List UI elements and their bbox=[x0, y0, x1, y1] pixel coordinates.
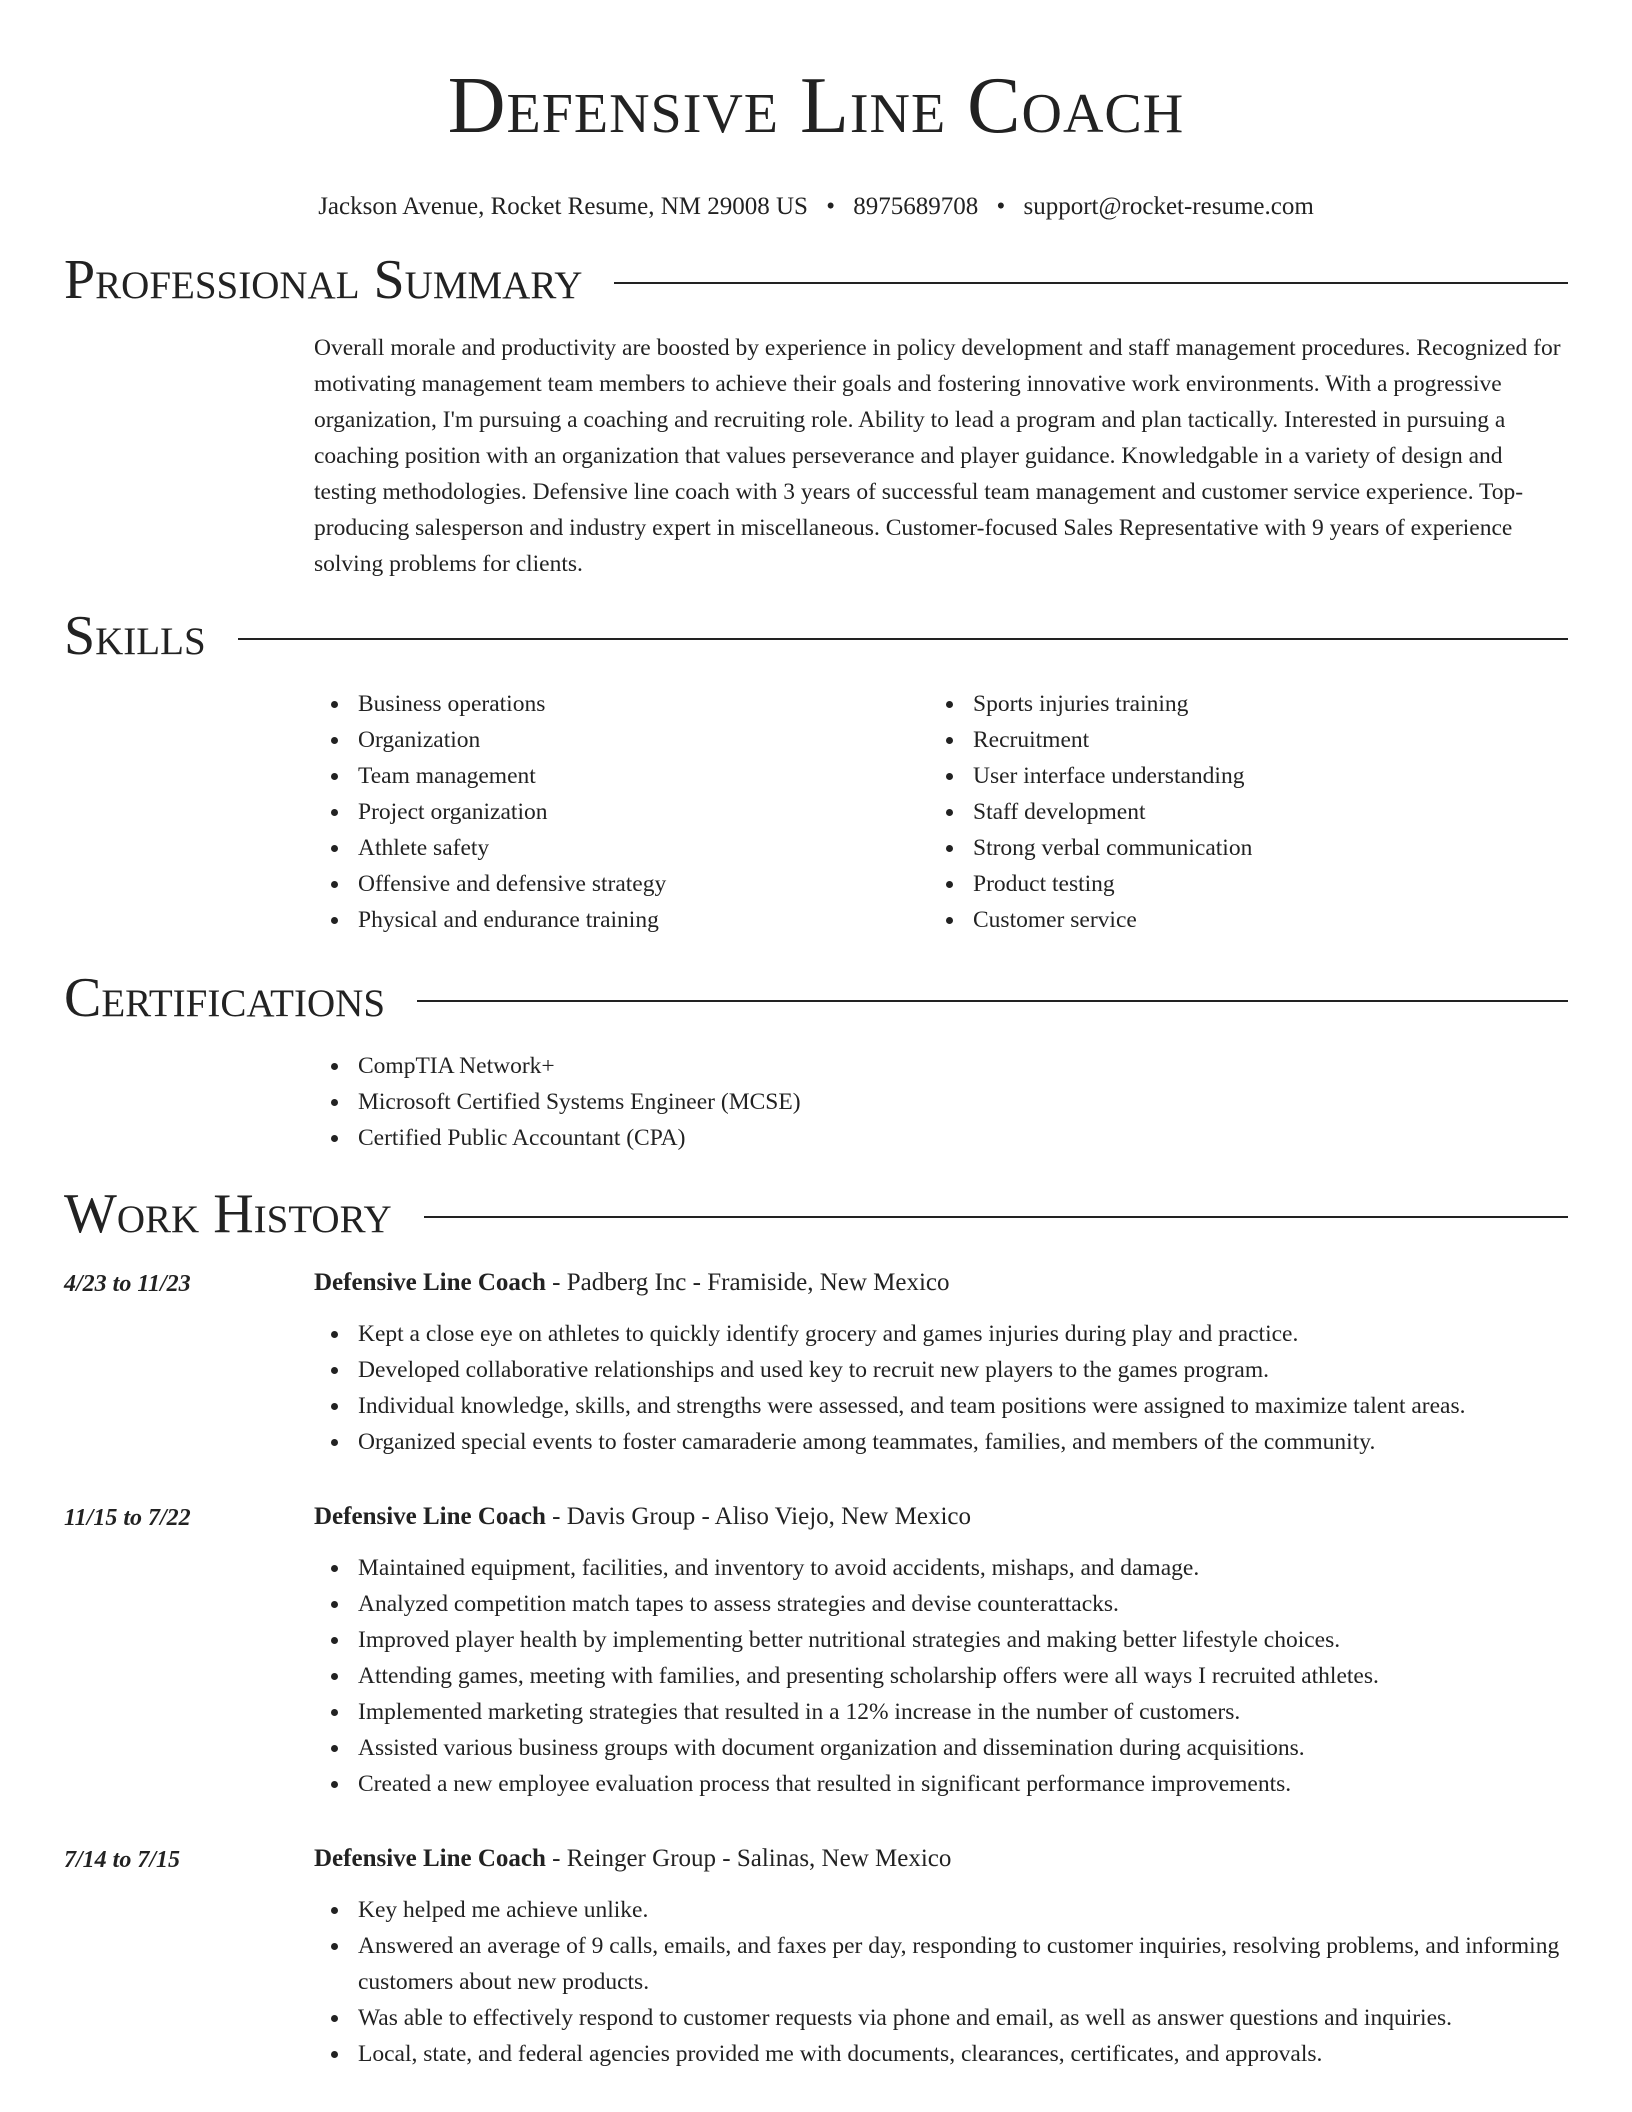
job-bullet: Created a new employee evaluation process that resulted in significant performance improvements. bbox=[314, 1766, 1568, 1802]
skills-list-right bbox=[929, 686, 1544, 938]
job-title: Defensive Line Coach bbox=[314, 1845, 546, 1872]
contact-email: support@rocket-resume.com bbox=[1023, 193, 1314, 220]
job-main bbox=[314, 1264, 1568, 1460]
certification-item: Microsoft Certified Systems Engineer (MCSE) bbox=[314, 1084, 1568, 1120]
skill-item: Strong verbal communication bbox=[929, 830, 1544, 866]
job-heading bbox=[314, 1498, 1568, 1536]
summary-body bbox=[314, 330, 1568, 582]
job-date: 7/14 to 7/15 bbox=[64, 1847, 181, 1873]
job-bullet: Developed collaborative relationships and used key to recruit new players to the games program. bbox=[314, 1352, 1568, 1388]
skills-section bbox=[64, 604, 1568, 938]
skill-item: Staff development bbox=[929, 794, 1544, 830]
job-title: Defensive Line Coach bbox=[314, 1503, 546, 1530]
skill-item: Product testing bbox=[929, 866, 1544, 902]
skill-item: Athlete safety bbox=[314, 830, 929, 866]
job-heading bbox=[314, 1840, 1568, 1878]
contact-address: Jackson Avenue, Rocket Resume, NM 29008 US bbox=[318, 193, 808, 220]
summary-text: Overall morale and productivity are boosted by experience in policy development and staff management procedures. Recognized for motivating management team members to achieve their goals and fostering innovative work environments. With a progressive organization, I'm pursuing a coaching and recruiting role. Ability to lead a program and plan tactically. Interested in pursuing a coaching position with an organization that values perseverance and player guidance. Knowledgable in a variety of design and testing methodologies. Defensive line coach with 3 years of successful team management and customer service experience. Top-producing salesperson and industry expert in miscellaneous. Customer-focused Sales Representative with 9 years of experience solving problems for clients. bbox=[314, 335, 1561, 577]
job-entry bbox=[64, 1840, 1568, 2072]
resume-name: Defensive Line Coach bbox=[447, 62, 1185, 150]
job-bullet: Maintained equipment, facilities, and inventory to avoid accidents, mishaps, and damage. bbox=[314, 1550, 1568, 1586]
contact-line bbox=[64, 190, 1568, 224]
job-bullet: Key helped me achieve unlike. bbox=[314, 1892, 1568, 1928]
skills-header bbox=[64, 604, 1568, 668]
work-history-title: Work History bbox=[64, 1183, 392, 1245]
job-main bbox=[314, 1498, 1568, 1802]
job-heading bbox=[314, 1264, 1568, 1302]
certifications-list bbox=[314, 1048, 1568, 1156]
section-divider bbox=[424, 1216, 1568, 1218]
certifications-section bbox=[64, 966, 1568, 1156]
job-bullets bbox=[314, 1892, 1568, 2072]
job-bullet: Assisted various business groups with document organization and dissemination during acquisitions. bbox=[314, 1730, 1568, 1766]
certifications-body bbox=[314, 1048, 1568, 1156]
job-bullets bbox=[314, 1316, 1568, 1460]
skill-item: User interface understanding bbox=[929, 758, 1544, 794]
job-main bbox=[314, 1840, 1568, 2072]
contact-phone: 8975689708 bbox=[853, 193, 979, 220]
skill-item: Business operations bbox=[314, 686, 929, 722]
job-bullet: Improved player health by implementing better nutritional strategies and making better lifestyle choices. bbox=[314, 1622, 1568, 1658]
certifications-title: Certifications bbox=[64, 967, 386, 1029]
job-bullet: Implemented marketing strategies that resulted in a 12% increase in the number of customers. bbox=[314, 1694, 1568, 1730]
summary-title: Professional Summary bbox=[64, 249, 583, 311]
skill-item: Recruitment bbox=[929, 722, 1544, 758]
job-date: 11/15 to 7/22 bbox=[64, 1505, 191, 1531]
job-date: 4/23 to 11/23 bbox=[64, 1271, 191, 1297]
job-entry bbox=[64, 1264, 1568, 1460]
skill-item: Sports injuries training bbox=[929, 686, 1544, 722]
job-bullet: Organized special events to foster camaraderie among teammates, families, and members of the community. bbox=[314, 1424, 1568, 1460]
skills-grid bbox=[314, 686, 1568, 938]
skill-item: Organization bbox=[314, 722, 929, 758]
job-details: - Davis Group - Aliso Viejo, New Mexico bbox=[545, 1503, 971, 1530]
certification-item: Certified Public Accountant (CPA) bbox=[314, 1120, 1568, 1156]
skills-list-left bbox=[314, 686, 929, 938]
summary-section bbox=[64, 248, 1568, 582]
job-bullets bbox=[314, 1550, 1568, 1802]
job-bullet: Answered an average of 9 calls, emails, and faxes per day, responding to customer inquiries, resolving problems, and informing customers about new products. bbox=[314, 1928, 1568, 2000]
skill-item: Physical and endurance training bbox=[314, 902, 929, 938]
skill-item: Offensive and defensive strategy bbox=[314, 866, 929, 902]
section-divider bbox=[417, 1000, 1568, 1002]
skill-item: Customer service bbox=[929, 902, 1544, 938]
job-details: - Padberg Inc - Framiside, New Mexico bbox=[545, 1269, 950, 1296]
certifications-header bbox=[64, 966, 1568, 1030]
job-bullet: Kept a close eye on athletes to quickly identify grocery and games injuries during play and practice. bbox=[314, 1316, 1568, 1352]
job-bullet: Was able to effectively respond to customer requests via phone and email, as well as answer questions and inquiries. bbox=[314, 2000, 1568, 2036]
job-bullet: Analyzed competition match tapes to assess strategies and devise counterattacks. bbox=[314, 1586, 1568, 1622]
summary-header bbox=[64, 248, 1568, 312]
skill-item: Project organization bbox=[314, 794, 929, 830]
skill-item: Team management bbox=[314, 758, 929, 794]
contact-separator: • bbox=[996, 193, 1006, 220]
work-history-section bbox=[64, 1182, 1568, 2072]
work-history-header bbox=[64, 1182, 1568, 1246]
contact-separator: • bbox=[826, 193, 835, 220]
job-title: Defensive Line Coach bbox=[314, 1269, 546, 1296]
job-bullet: Local, state, and federal agencies provided me with documents, clearances, certificates, and approvals. bbox=[314, 2036, 1568, 2072]
job-details: - Reinger Group - Salinas, New Mexico bbox=[545, 1845, 952, 1872]
section-divider bbox=[238, 638, 1568, 640]
job-entry bbox=[64, 1498, 1568, 1802]
section-divider bbox=[614, 282, 1568, 284]
skills-title: Skills bbox=[64, 605, 206, 667]
job-bullet: Individual knowledge, skills, and strengths were assessed, and team positions were assigned to maximize talent areas. bbox=[314, 1388, 1568, 1424]
certification-item: CompTIA Network+ bbox=[314, 1048, 1568, 1084]
job-bullet: Attending games, meeting with families, and presenting scholarship offers were all ways I recruited athletes. bbox=[314, 1658, 1568, 1694]
